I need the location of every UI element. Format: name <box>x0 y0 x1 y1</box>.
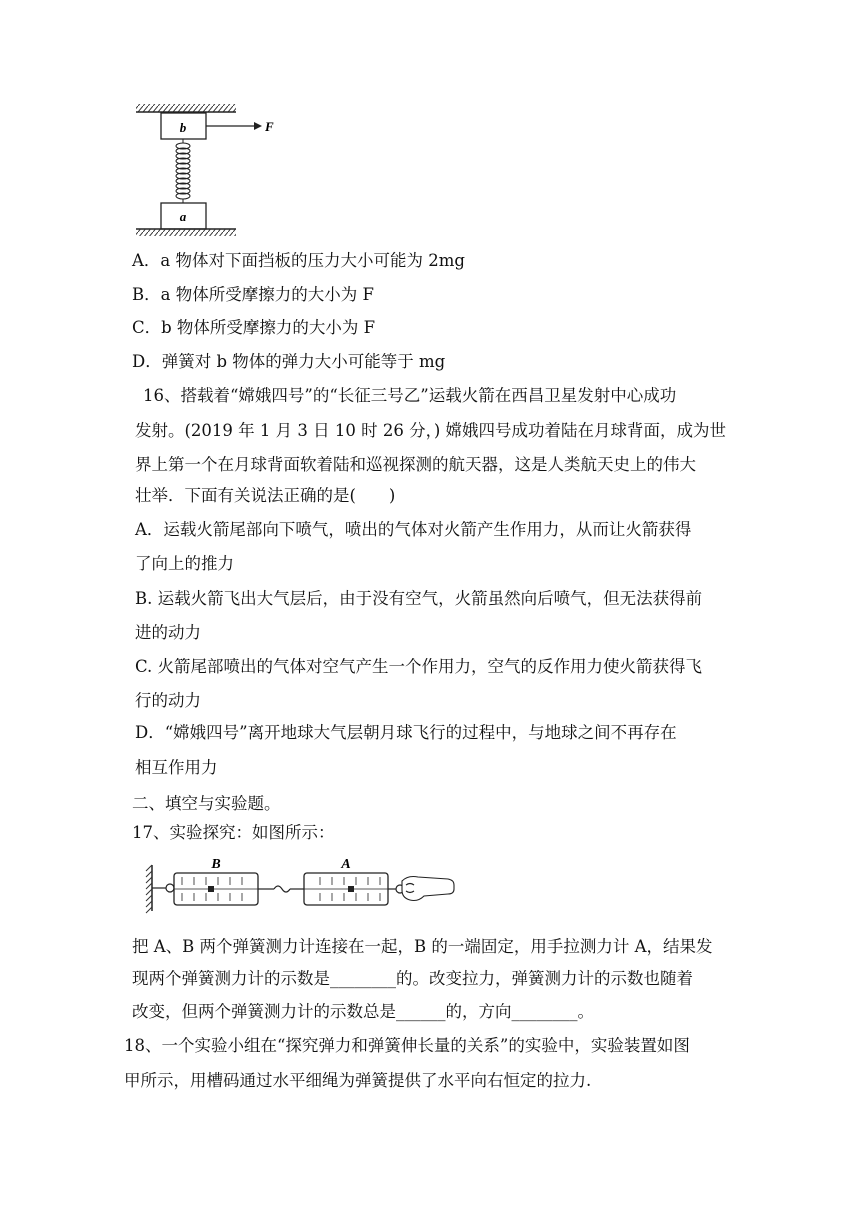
q18-text-line-1: 18、一个实验小组在“探究弹力和弹簧伸长量的关系”的实验中，实验装置如图 <box>124 1036 690 1055</box>
q17-text-line-2: 现两个弹簧测力计的示数是________的。改变拉力，弹簧测力计的示数也随着 <box>132 969 693 988</box>
spring-coil <box>176 139 190 203</box>
force-label: F <box>265 119 274 134</box>
hand-icon <box>402 877 454 901</box>
scale-a-label: A <box>341 857 351 872</box>
q16-option-d-line-1: D．“嫦娥四号”离开地球大气层朝月球飞行的过程中，与地球之间不再存在 <box>135 723 677 742</box>
q17-stem: 17、实验探究：如图所示： <box>132 823 335 842</box>
block-b-label: b <box>179 120 187 135</box>
q16-option-c-line-2: 行的动力 <box>135 691 201 710</box>
q16-stem-line-4: 壮举．下面有关说法正确的是( ) <box>135 486 396 505</box>
q15-option-a: A．a 物体对下面挡板的压力大小可能为 2mg <box>132 251 465 270</box>
q17-text-line-3: 改变，但两个弹簧测力计的示数总是______的，方向________。 <box>132 1002 594 1021</box>
q16-option-c-line-1: C. 火箭尾部喷出的气体对空气产生一个作用力，空气的反作用力使火箭获得飞 <box>135 657 703 676</box>
q16-stem-line-3: 界上第一个在月球背面软着陆和巡视探测的航天器，这是人类航天史上的伟大 <box>135 455 696 474</box>
block-a-label: a <box>179 209 187 224</box>
q15-option-d: D．弹簧对 b 物体的弹力大小可能等于 mg <box>132 352 446 371</box>
q16-option-b-line-2: 进的动力 <box>135 623 201 642</box>
q16-option-d-line-2: 相互作用力 <box>135 758 218 777</box>
q16-stem-line-1: 16、搭载着“嫦娥四号”的“长征三号乙”运载火箭在西昌卫星发射中心成功 <box>143 386 677 405</box>
spring-block-figure <box>128 100 278 240</box>
q16-stem-line-2: 发射。(2019 年 1 月 3 日 10 时 26 分，) 嫦娥四号成功着陆在月球背面，成为世 <box>135 421 727 440</box>
scale-b-label: B <box>211 857 221 872</box>
q15-option-c: C．b 物体所受摩擦力的大小为 F <box>132 318 376 337</box>
q17-text-line-1: 把 A、B 两个弹簧测力计连接在一起，B 的一端固定，用手拉测力计 A，结果发 <box>132 937 713 956</box>
section-heading: 二、填空与实验题。 <box>132 794 281 813</box>
q16-option-a-line-2: 了向上的推力 <box>135 554 234 573</box>
spring-scales-figure <box>144 855 456 917</box>
q16-option-a-line-1: A．运载火箭尾部向下喷气，喷出的气体对火箭产生作用力，从而让火箭获得 <box>135 520 692 539</box>
q18-text-line-2: 甲所示，用槽码通过水平细绳为弹簧提供了水平向右恒定的拉力. <box>124 1071 592 1090</box>
q16-option-b-line-1: B. 运载火箭飞出大气层后，由于没有空气，火箭虽然向后喷气，但无法获得前 <box>135 589 703 608</box>
q15-option-b: B．a 物体所受摩擦力的大小为 F <box>132 285 374 304</box>
